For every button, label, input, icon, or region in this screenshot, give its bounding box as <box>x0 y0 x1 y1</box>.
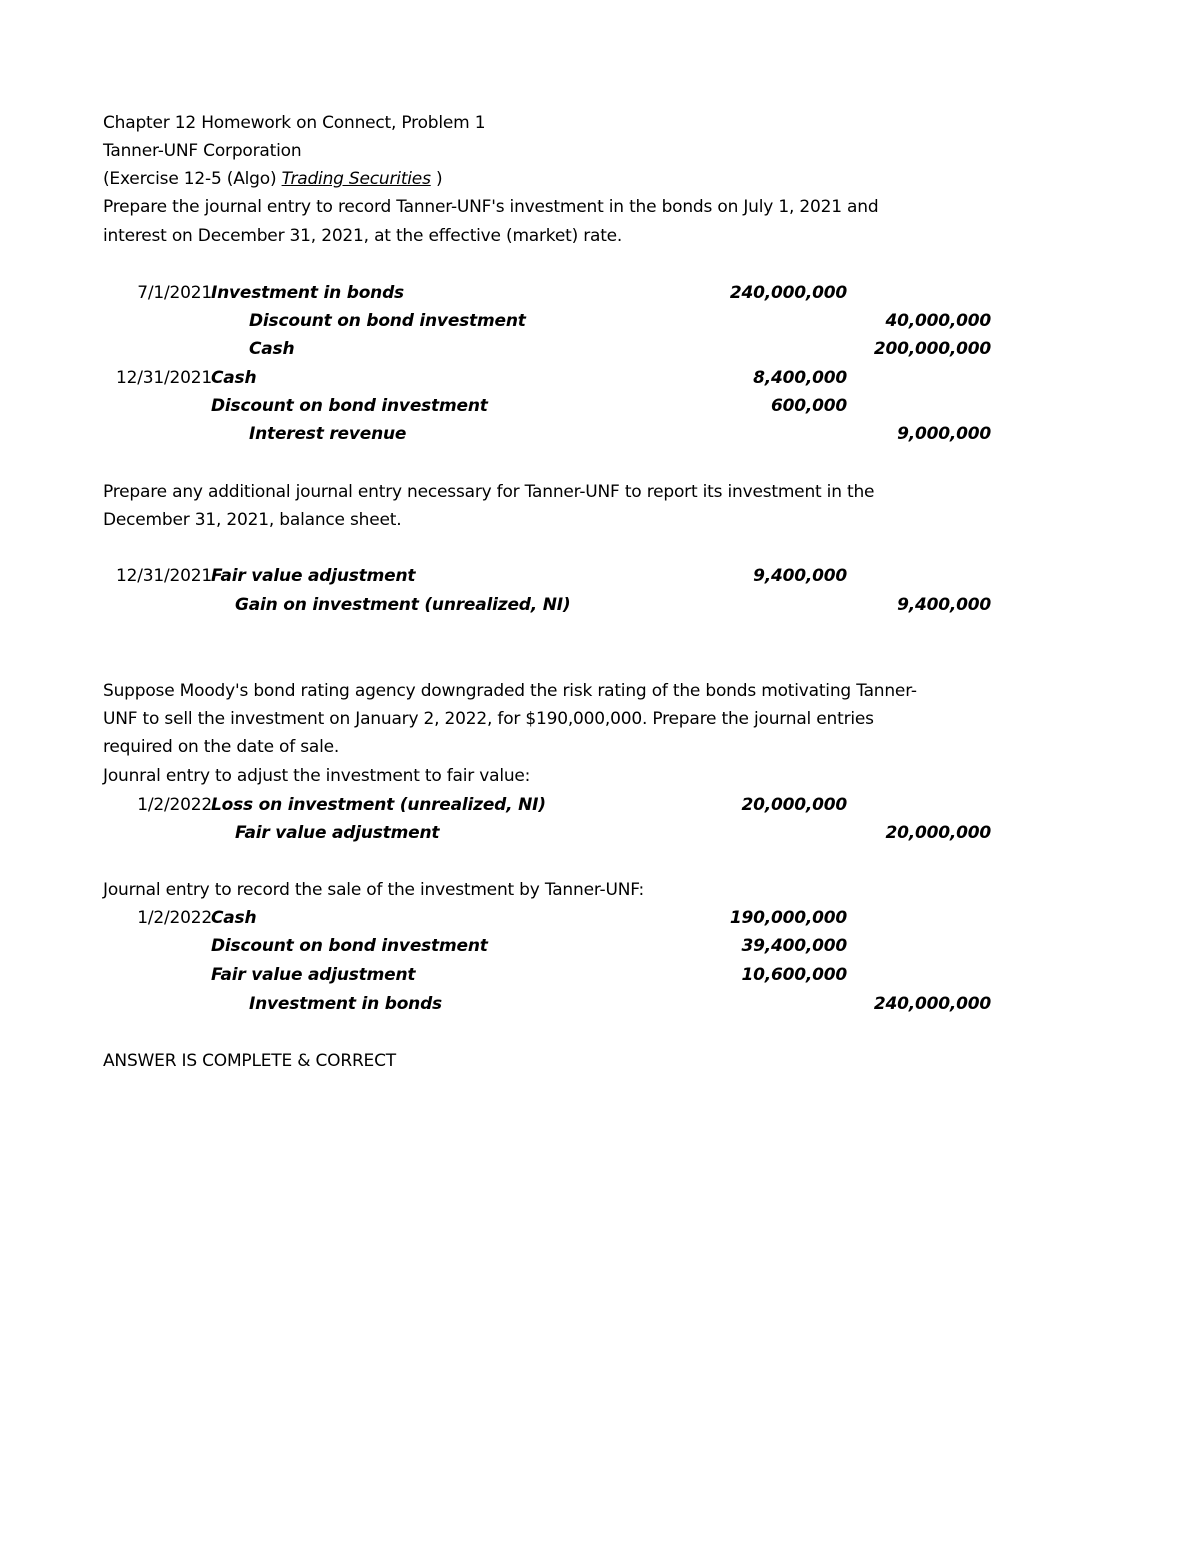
entry-account: Investment in bonds <box>211 283 404 303</box>
entry-account: Cash <box>211 908 257 928</box>
entry-debit: 190,000,000 <box>729 908 847 928</box>
part1-prompt-line2: interest on December 31, 2021, at the effective (market) rate. <box>103 226 623 246</box>
sale-heading: Journal entry to record the sale of the investment by Tanner-UNF: <box>103 880 645 900</box>
document-title: Chapter 12 Homework on Connect, Problem 1 <box>103 113 486 133</box>
entry-debit: 9,400,000 <box>753 566 847 586</box>
entry-account: Fair value adjustment <box>211 566 416 586</box>
entry-date: 1/2/2022 <box>137 908 212 928</box>
exercise-prefix: (Exercise 12-5 (Algo) <box>103 169 282 189</box>
entry-date: 1/2/2022 <box>137 795 212 815</box>
entry-account: Gain on investment (unrealized, NI) <box>235 595 571 615</box>
entry-account: Fair value adjustment <box>235 823 440 843</box>
entry-credit: 200,000,000 <box>873 339 991 359</box>
adjust-heading: Jounral entry to adjust the investment to fair value: <box>103 766 531 786</box>
entry-account: Fair value adjustment <box>211 965 416 985</box>
entry-account: Cash <box>249 339 295 359</box>
entry-date: 12/31/2021 <box>116 368 212 388</box>
entry-account: Cash <box>211 368 257 388</box>
entry-account: Interest revenue <box>249 424 407 444</box>
entry-credit: 40,000,000 <box>885 311 991 331</box>
entry-debit: 600,000 <box>770 396 847 416</box>
entry-debit: 10,600,000 <box>741 965 847 985</box>
part3-prompt-line2: UNF to sell the investment on January 2, 2022, for $190,000,000. Prepare the journal entries <box>103 709 874 729</box>
entry-debit: 8,400,000 <box>753 368 847 388</box>
answer-status: ANSWER IS COMPLETE & CORRECT <box>103 1051 396 1071</box>
entry-credit: 9,000,000 <box>897 424 991 444</box>
entry-account: Investment in bonds <box>249 994 442 1014</box>
part3-prompt-line3: required on the date of sale. <box>103 737 340 757</box>
entry-date: 7/1/2021 <box>137 283 212 303</box>
exercise-topic: Trading Securities <box>281 169 431 189</box>
entry-credit: 240,000,000 <box>873 994 991 1014</box>
entry-account: Discount on bond investment <box>211 396 488 416</box>
entry-account: Loss on investment (unrealized, NI) <box>211 795 546 815</box>
company-name: Tanner-UNF Corporation <box>103 141 302 161</box>
exercise-label <box>103 169 442 189</box>
entry-credit: 20,000,000 <box>885 823 991 843</box>
entry-debit: 39,400,000 <box>741 936 847 956</box>
entry-account: Discount on bond investment <box>211 936 488 956</box>
entry-account: Discount on bond investment <box>249 311 526 331</box>
entry-date: 12/31/2021 <box>116 566 212 586</box>
entry-debit: 20,000,000 <box>741 795 847 815</box>
entry-credit: 9,400,000 <box>897 595 991 615</box>
part1-prompt-line1: Prepare the journal entry to record Tanner-UNF's investment in the bonds on July 1, 2021 and <box>103 197 879 217</box>
exercise-suffix: ) <box>430 169 443 189</box>
part3-prompt-line1: Suppose Moody's bond rating agency downgraded the risk rating of the bonds motivating Tanner- <box>103 681 917 701</box>
entry-debit: 240,000,000 <box>729 283 847 303</box>
part2-prompt-line1: Prepare any additional journal entry necessary for Tanner-UNF to report its investment in the <box>103 482 875 502</box>
part2-prompt-line2: December 31, 2021, balance sheet. <box>103 510 402 530</box>
